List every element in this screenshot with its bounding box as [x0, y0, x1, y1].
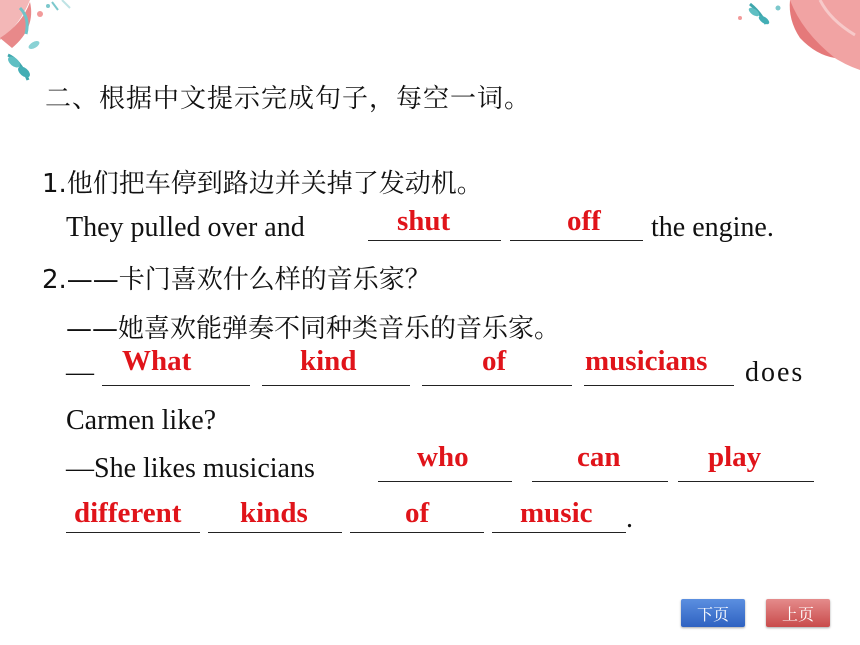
answer-blank: [422, 385, 572, 386]
answer-word: of: [482, 345, 507, 377]
answer-blank: [492, 532, 626, 533]
question-1-english-end: the engine.: [651, 212, 774, 243]
sentence-1-prefix: —: [66, 357, 94, 388]
answer-word: off: [567, 205, 601, 237]
next-page-button[interactable]: [681, 599, 745, 627]
sentence-2-prefix: —She likes musicians: [66, 453, 315, 484]
question-1-chinese: 1.他们把车停到路边并关掉了发动机。: [42, 169, 483, 199]
answer-word: What: [122, 345, 192, 377]
answer-word: shut: [397, 205, 451, 237]
answer-word: kind: [300, 345, 357, 377]
answer-word: different: [74, 497, 182, 529]
answer-word: musicians: [585, 345, 708, 377]
floral-decoration-top-right: [730, 0, 860, 75]
answer-blank: [532, 481, 668, 482]
next-page-label: 下页: [696, 604, 729, 624]
section-heading: 二、根据中文提示完成句子，每空一词。: [45, 84, 532, 114]
answer-blank: [350, 532, 484, 533]
question-2-line-1: 2.——卡门喜欢什么样的音乐家？: [42, 265, 431, 295]
sentence-2-period: .: [626, 503, 633, 534]
answer-blank: [678, 481, 814, 482]
answer-blank: [102, 385, 250, 386]
answer-word: play: [708, 441, 762, 473]
answer-word: kinds: [240, 497, 308, 529]
answer-word: can: [577, 441, 621, 473]
answer-blank: [378, 481, 512, 482]
sentence-1-continuation: Carmen like?: [66, 405, 217, 436]
question-2-line-2: ——她喜欢能弹奏不同种类音乐的音乐家。: [66, 314, 561, 344]
answer-blank: [510, 240, 643, 241]
answer-blank: [208, 532, 342, 533]
answer-blank: [262, 385, 410, 386]
answer-blank: [66, 532, 200, 533]
answer-word: music: [520, 497, 593, 529]
answer-blank: [584, 385, 734, 386]
answer-word: who: [417, 441, 469, 473]
sentence-1-verb: does: [745, 357, 805, 388]
answer-word: of: [405, 497, 430, 529]
previous-page-button[interactable]: [766, 599, 830, 627]
previous-page-label: 上页: [781, 604, 814, 624]
question-1-english-start: They pulled over and: [66, 212, 305, 243]
answer-blank: [368, 240, 501, 241]
